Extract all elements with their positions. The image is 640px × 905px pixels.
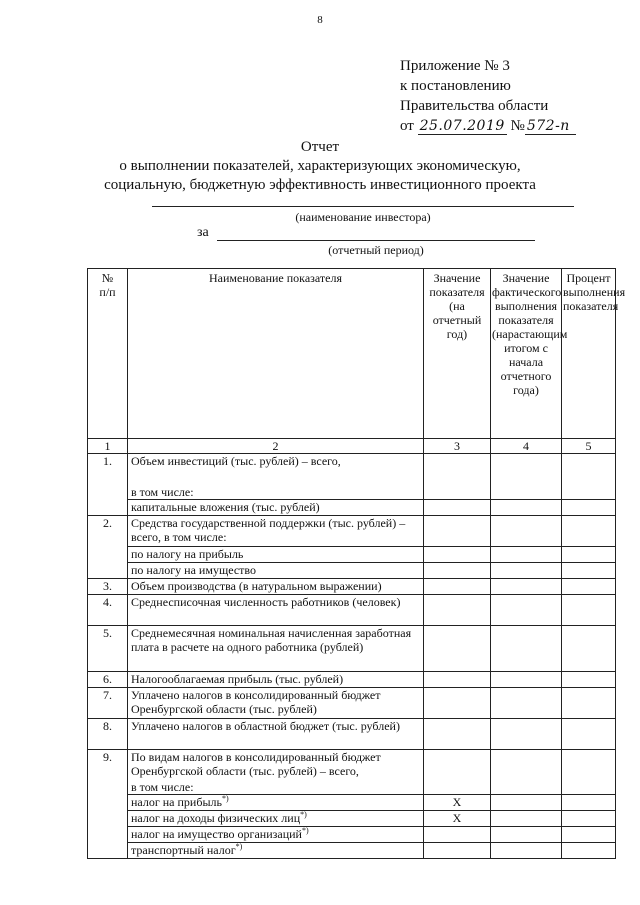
col-number-4: 4	[491, 439, 562, 454]
report-title	[0, 138, 640, 195]
row-actual	[491, 546, 562, 562]
row-percent	[562, 827, 616, 843]
table-row	[88, 454, 616, 485]
row-num: 4.	[88, 594, 128, 625]
row-name: Объем производства (в натуральном выражении)	[128, 578, 424, 594]
row-num: 2.	[88, 515, 128, 546]
row-num: 5.	[88, 625, 128, 671]
row-actual	[491, 718, 562, 749]
header-planned: Значение показателя (на отчетный год)	[424, 269, 491, 439]
row-planned	[424, 499, 491, 515]
row-name: капитальные вложения (тыс. рублей)	[128, 499, 424, 515]
row-percent	[562, 811, 616, 827]
row-name: по налогу на имущество	[128, 562, 424, 578]
row-actual	[491, 562, 562, 578]
decree-date: 25.07.2019	[419, 118, 505, 134]
appendix-line-3: Правительства области	[400, 98, 549, 114]
col-number-3: 3	[424, 439, 491, 454]
footnote-mark: *)	[301, 826, 309, 835]
row-actual	[491, 594, 562, 625]
table-row	[88, 687, 616, 718]
row-actual	[491, 811, 562, 827]
row-percent	[562, 718, 616, 749]
row-planned	[424, 687, 491, 718]
row-percent	[562, 625, 616, 671]
row-num: 3.	[88, 578, 128, 594]
row-actual	[491, 687, 562, 718]
row-actual	[491, 454, 562, 500]
footnote-mark: *)	[300, 810, 307, 819]
row-percent	[562, 562, 616, 578]
row-name	[128, 827, 424, 843]
table-row	[88, 749, 616, 780]
row-actual	[491, 671, 562, 687]
row-planned	[424, 625, 491, 671]
col-number-1: 1	[88, 439, 128, 454]
column-number-row	[88, 439, 616, 454]
row-percent	[562, 795, 616, 811]
row-percent	[562, 499, 616, 515]
table-row	[88, 811, 616, 827]
decree-number: 572-п	[525, 118, 576, 135]
row-percent	[562, 843, 616, 859]
title-line-1: Отчет	[300, 139, 340, 155]
row-name: Налогооблагаемая прибыль (тыс. рублей)	[128, 671, 424, 687]
row-planned	[424, 718, 491, 749]
investor-name-line	[152, 206, 574, 207]
row-num	[88, 811, 128, 827]
row-planned	[424, 594, 491, 625]
row-num: 6.	[88, 671, 128, 687]
row-name: Объем инвестиций (тыс. рублей) – всего,	[128, 454, 424, 485]
appendix-line-2: к постановлению	[400, 78, 511, 94]
page-number: 8	[317, 14, 323, 26]
date-prefix: от	[400, 118, 414, 134]
row-planned	[424, 562, 491, 578]
table-header-row	[88, 269, 616, 439]
period-label: за	[197, 225, 209, 240]
number-prefix: №	[510, 118, 525, 134]
row-actual	[491, 578, 562, 594]
header-percent: Процент выполнения показателя	[562, 269, 616, 439]
row-name: По видам налогов в консолидированный бюджет Оренбургской области (тыс. рублей) – всего,	[128, 749, 424, 780]
row-name: Среднемесячная номинальная начисленная заработная плата в расчете на одного работника (рублей)	[128, 625, 424, 671]
row-name: Уплачено налогов в областной бюджет (тыс. рублей)	[128, 718, 424, 749]
row-planned	[424, 578, 491, 594]
table-row	[88, 546, 616, 562]
row-planned	[424, 843, 491, 859]
table-row	[88, 671, 616, 687]
row-planned	[424, 671, 491, 687]
row-name: Средства государственной поддержки (тыс. рублей) – всего, в том числе:	[128, 515, 424, 546]
table-row	[88, 562, 616, 578]
table-row	[88, 718, 616, 749]
row-actual	[491, 515, 562, 546]
appendix-line-1: Приложение № 3	[400, 58, 510, 74]
row-name	[128, 811, 424, 827]
table-row	[88, 515, 616, 546]
tax-name: транспортный налог	[131, 843, 236, 857]
footnote-mark: *)	[221, 794, 229, 803]
row-percent	[562, 578, 616, 594]
row-planned	[424, 827, 491, 843]
row-percent	[562, 454, 616, 500]
row-actual	[491, 749, 562, 795]
row-percent	[562, 515, 616, 546]
title-line-3: социальную, бюджетную эффективность инвестиционного проекта	[104, 177, 536, 193]
row-num: 7.	[88, 687, 128, 718]
row-name	[128, 795, 424, 811]
row-percent	[562, 687, 616, 718]
table-row	[88, 594, 616, 625]
row-actual	[491, 499, 562, 515]
row-percent	[562, 749, 616, 795]
row-actual	[491, 827, 562, 843]
row-planned	[424, 515, 491, 546]
header-actual: Значение фактического выполнения показателя (нарастающим итогом с начала отчетного года)	[491, 269, 562, 439]
row-num	[88, 562, 128, 578]
row-name: по налогу на прибыль	[128, 546, 424, 562]
row-num: 1.	[88, 454, 128, 500]
row-planned	[424, 546, 491, 562]
title-line-2: о выполнении показателей, характеризующих экономическую,	[119, 158, 521, 174]
row-num	[88, 843, 128, 859]
header-name: Наименование показателя	[128, 269, 424, 439]
indicators-table	[87, 268, 626, 859]
tax-name: налог на имущество организаций	[131, 827, 302, 841]
table-row	[88, 827, 616, 843]
col-number-2: 2	[128, 439, 424, 454]
row-planned	[424, 749, 491, 795]
col-number-5: 5	[562, 439, 616, 454]
header-num: № п/п	[88, 269, 128, 439]
row-planned: Х	[424, 811, 491, 827]
footnote-mark: *)	[235, 842, 243, 851]
appendix-block	[400, 56, 576, 136]
appendix-date-line	[400, 116, 576, 136]
row-num: 8.	[88, 718, 128, 749]
row-num	[88, 795, 128, 811]
row-name	[128, 843, 424, 859]
table-row	[88, 578, 616, 594]
period-caption: (отчетный период)	[328, 243, 424, 257]
row-actual	[491, 795, 562, 811]
period-line	[217, 240, 535, 241]
tax-name: налог на доходы физических лиц	[131, 811, 301, 825]
table-row	[88, 499, 616, 515]
row-actual	[491, 625, 562, 671]
row-num	[88, 546, 128, 562]
table-row	[88, 843, 616, 859]
table-row	[88, 795, 616, 811]
row-name: в том числе:	[128, 485, 424, 500]
row-percent	[562, 671, 616, 687]
tax-name: налог на прибыль	[131, 795, 222, 809]
row-num	[88, 499, 128, 515]
row-actual	[491, 843, 562, 859]
row-num: 9.	[88, 749, 128, 795]
row-name: Среднесписочная численность работников (человек)	[128, 594, 424, 625]
row-percent	[562, 594, 616, 625]
table-row	[88, 625, 616, 671]
row-percent	[562, 546, 616, 562]
row-name: в том числе:	[128, 780, 424, 795]
row-planned: Х	[424, 795, 491, 811]
row-num	[88, 827, 128, 843]
row-planned	[424, 454, 491, 500]
investor-caption: (наименование инвестора)	[295, 210, 431, 224]
row-name: Уплачено налогов в консолидированный бюджет Оренбургской области (тыс. рублей)	[128, 687, 424, 718]
